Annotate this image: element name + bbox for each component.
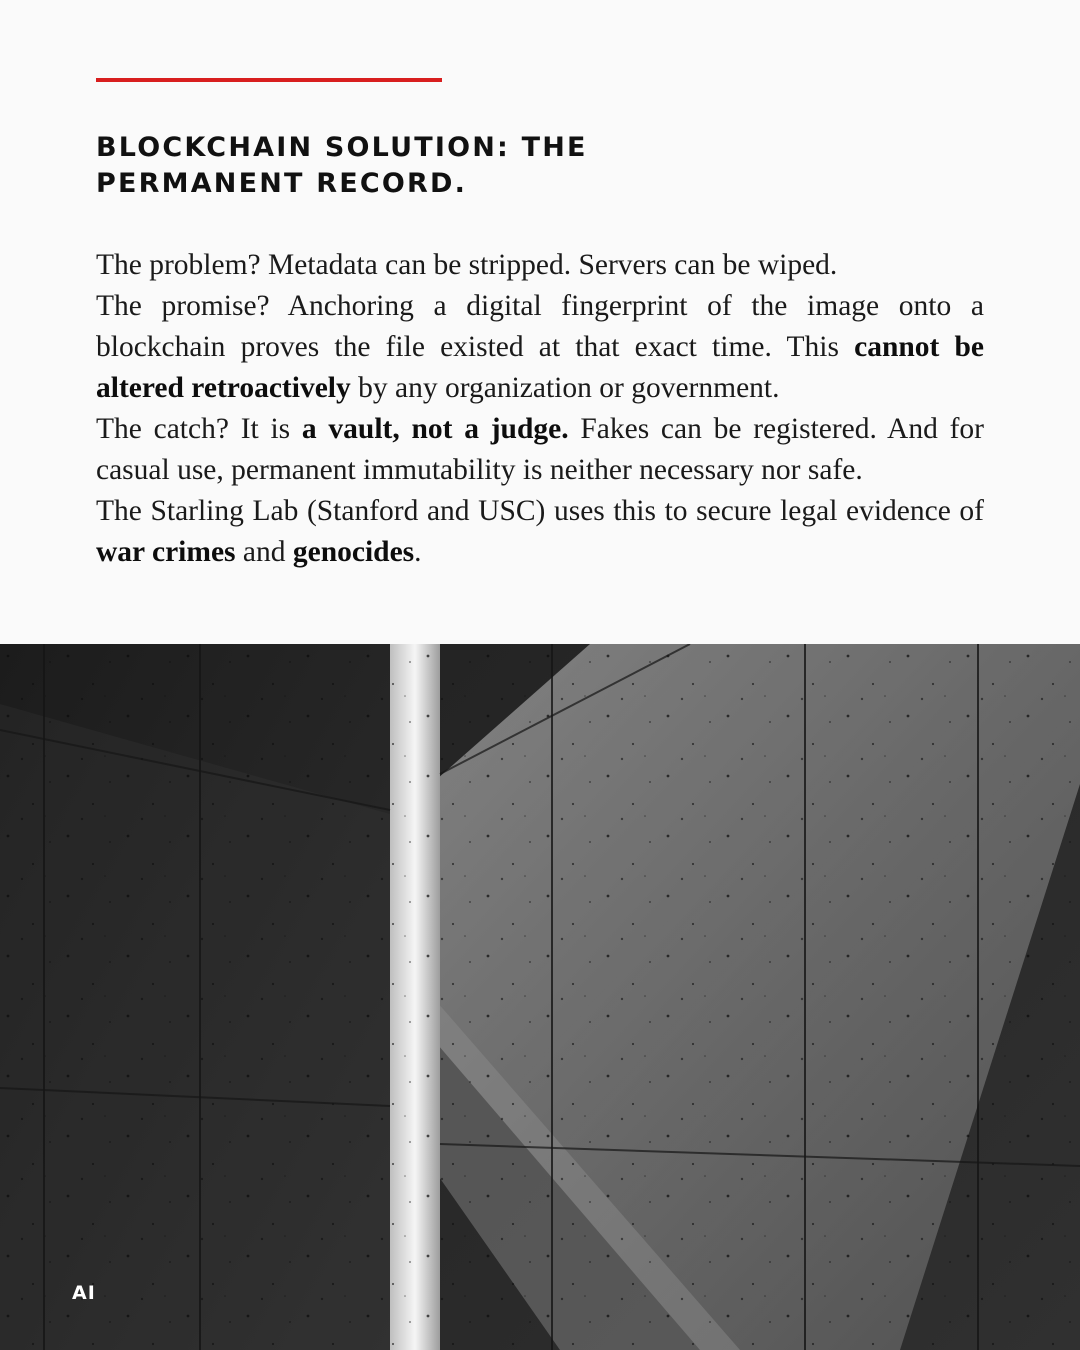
paragraph-catch	[96, 409, 984, 491]
promise-emphasis: cannot be altered retroactively	[96, 331, 985, 404]
starling-text-and: and	[235, 536, 293, 568]
paragraph-promise	[96, 286, 984, 409]
starling-text-end: .	[414, 536, 422, 568]
starling-text: The Starling Lab (Stanford and USC) uses this to secure legal evidence of	[96, 495, 984, 527]
catch-text-end: Fakes can be registered. And for casual use, permanent immutability is neither necessary nor safe.	[96, 413, 984, 486]
section-heading	[96, 130, 996, 202]
concrete-wall-photo	[0, 644, 1080, 1350]
accent-rule	[96, 78, 442, 82]
genocides-emphasis: genocides	[292, 536, 415, 568]
body-text	[96, 245, 984, 573]
catch-emphasis: a vault, not a judge.	[301, 413, 569, 445]
promise-text: The promise? Anchoring a digital fingerprint of the image onto a blockchain proves the file existed at that exact time. This	[96, 290, 984, 363]
heading-line-1: BLOCKCHAIN SOLUTION: THE	[96, 132, 588, 163]
problem-text: The problem? Metadata can be stripped. Servers can be wiped.	[96, 249, 838, 281]
heading-line-2: PERMANENT RECORD.	[96, 168, 468, 199]
catch-text: The catch? It is	[96, 413, 302, 445]
paragraph-starling	[96, 491, 984, 573]
paragraph-problem	[96, 245, 984, 286]
ai-logo: AI	[72, 1282, 96, 1304]
promise-text-end: by any organization or government.	[350, 372, 780, 404]
concrete-wall-illustration	[0, 644, 1080, 1350]
war-crimes-emphasis: war crimes	[96, 536, 236, 568]
